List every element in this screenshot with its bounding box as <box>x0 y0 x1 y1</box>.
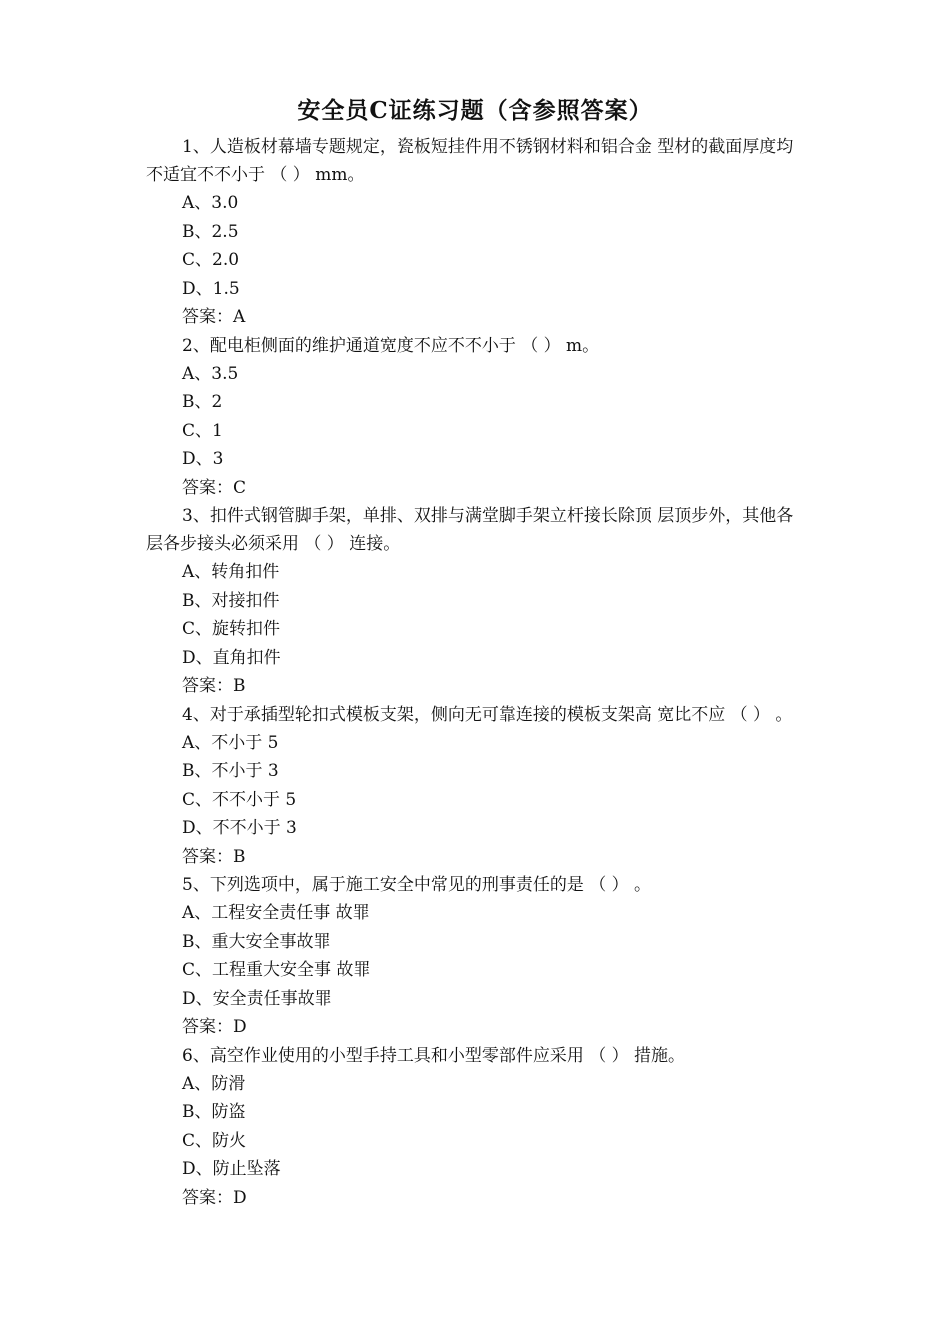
answer-text: 答案：B <box>182 846 246 867</box>
question-text: 2、配电柜侧面的维护通道宽度不应不不小于 （ ） m。 <box>182 335 600 356</box>
option-a: A、防滑 <box>182 1073 246 1094</box>
answer-text: 答案：C <box>182 477 247 498</box>
option-d: D、不不小于 3 <box>182 818 297 838</box>
question-block-3 <box>146 502 806 701</box>
answer-text: 答案：D <box>182 1187 247 1208</box>
option-c: C、旋转扣件 <box>182 619 281 639</box>
option-a: A、不小于 5 <box>182 732 279 753</box>
option-b: B、2.5 <box>182 221 239 242</box>
page-title: 安全员C证练习题（含参照答案） <box>297 97 653 124</box>
option-a: A、3.5 <box>182 363 239 384</box>
option-c: C、2.0 <box>182 250 240 270</box>
option-c: C、1 <box>182 420 223 441</box>
question-block-6 <box>146 1042 806 1213</box>
option-b: B、防盗 <box>182 1102 246 1122</box>
question-block-4 <box>146 701 806 872</box>
question-list <box>146 133 806 1212</box>
option-b: B、不小于 3 <box>182 761 279 781</box>
question-text: 4、对于承插型轮扣式模板支架，侧向无可靠连接的模板支架高 宽比不应 （ ） 。 <box>182 704 793 725</box>
answer-text: 答案：A <box>182 307 246 327</box>
question-block-5 <box>146 871 806 1042</box>
option-d: D、直角扣件 <box>182 647 281 668</box>
option-a: A、转角扣件 <box>182 562 280 582</box>
question-text: 5、下列选项中，属于施工安全中常见的刑事责任的是 （ ） 。 <box>182 875 652 895</box>
question-block-1 <box>146 133 806 332</box>
question-text: 3、扣件式钢管脚手架，单排、双排与满堂脚手架立杆接长除顶 层顶步外，其他各层各步接头必须采用 （ ） 连接。 <box>146 506 794 554</box>
option-b: B、对接扣件 <box>182 590 280 611</box>
option-a: A、3.0 <box>182 193 239 213</box>
answer-text: 答案：D <box>182 1017 247 1037</box>
question-text: 6、高空作业使用的小型手持工具和小型零部件应采用 （ ） 措施。 <box>182 1045 686 1066</box>
answer-text: 答案：B <box>182 676 246 696</box>
option-c: C、不不小于 5 <box>182 789 297 810</box>
option-d: D、安全责任事故罪 <box>182 988 332 1009</box>
option-d: D、1.5 <box>182 278 240 299</box>
option-c: C、工程重大安全事 故罪 <box>182 960 371 980</box>
option-d: D、防止坠落 <box>182 1159 281 1179</box>
question-block-2 <box>146 332 806 503</box>
option-b: B、2 <box>182 392 223 412</box>
option-d: D、3 <box>182 449 224 469</box>
option-a: A、工程安全责任事 故罪 <box>182 903 370 923</box>
option-b: B、重大安全事故罪 <box>182 931 331 952</box>
option-c: C、防火 <box>182 1130 247 1151</box>
question-text: 1、人造板材幕墙专题规定，瓷板短挂件用不锈钢材料和铝合金 型材的截面厚度均不适宜不不小于 （ ） mm。 <box>146 137 794 185</box>
